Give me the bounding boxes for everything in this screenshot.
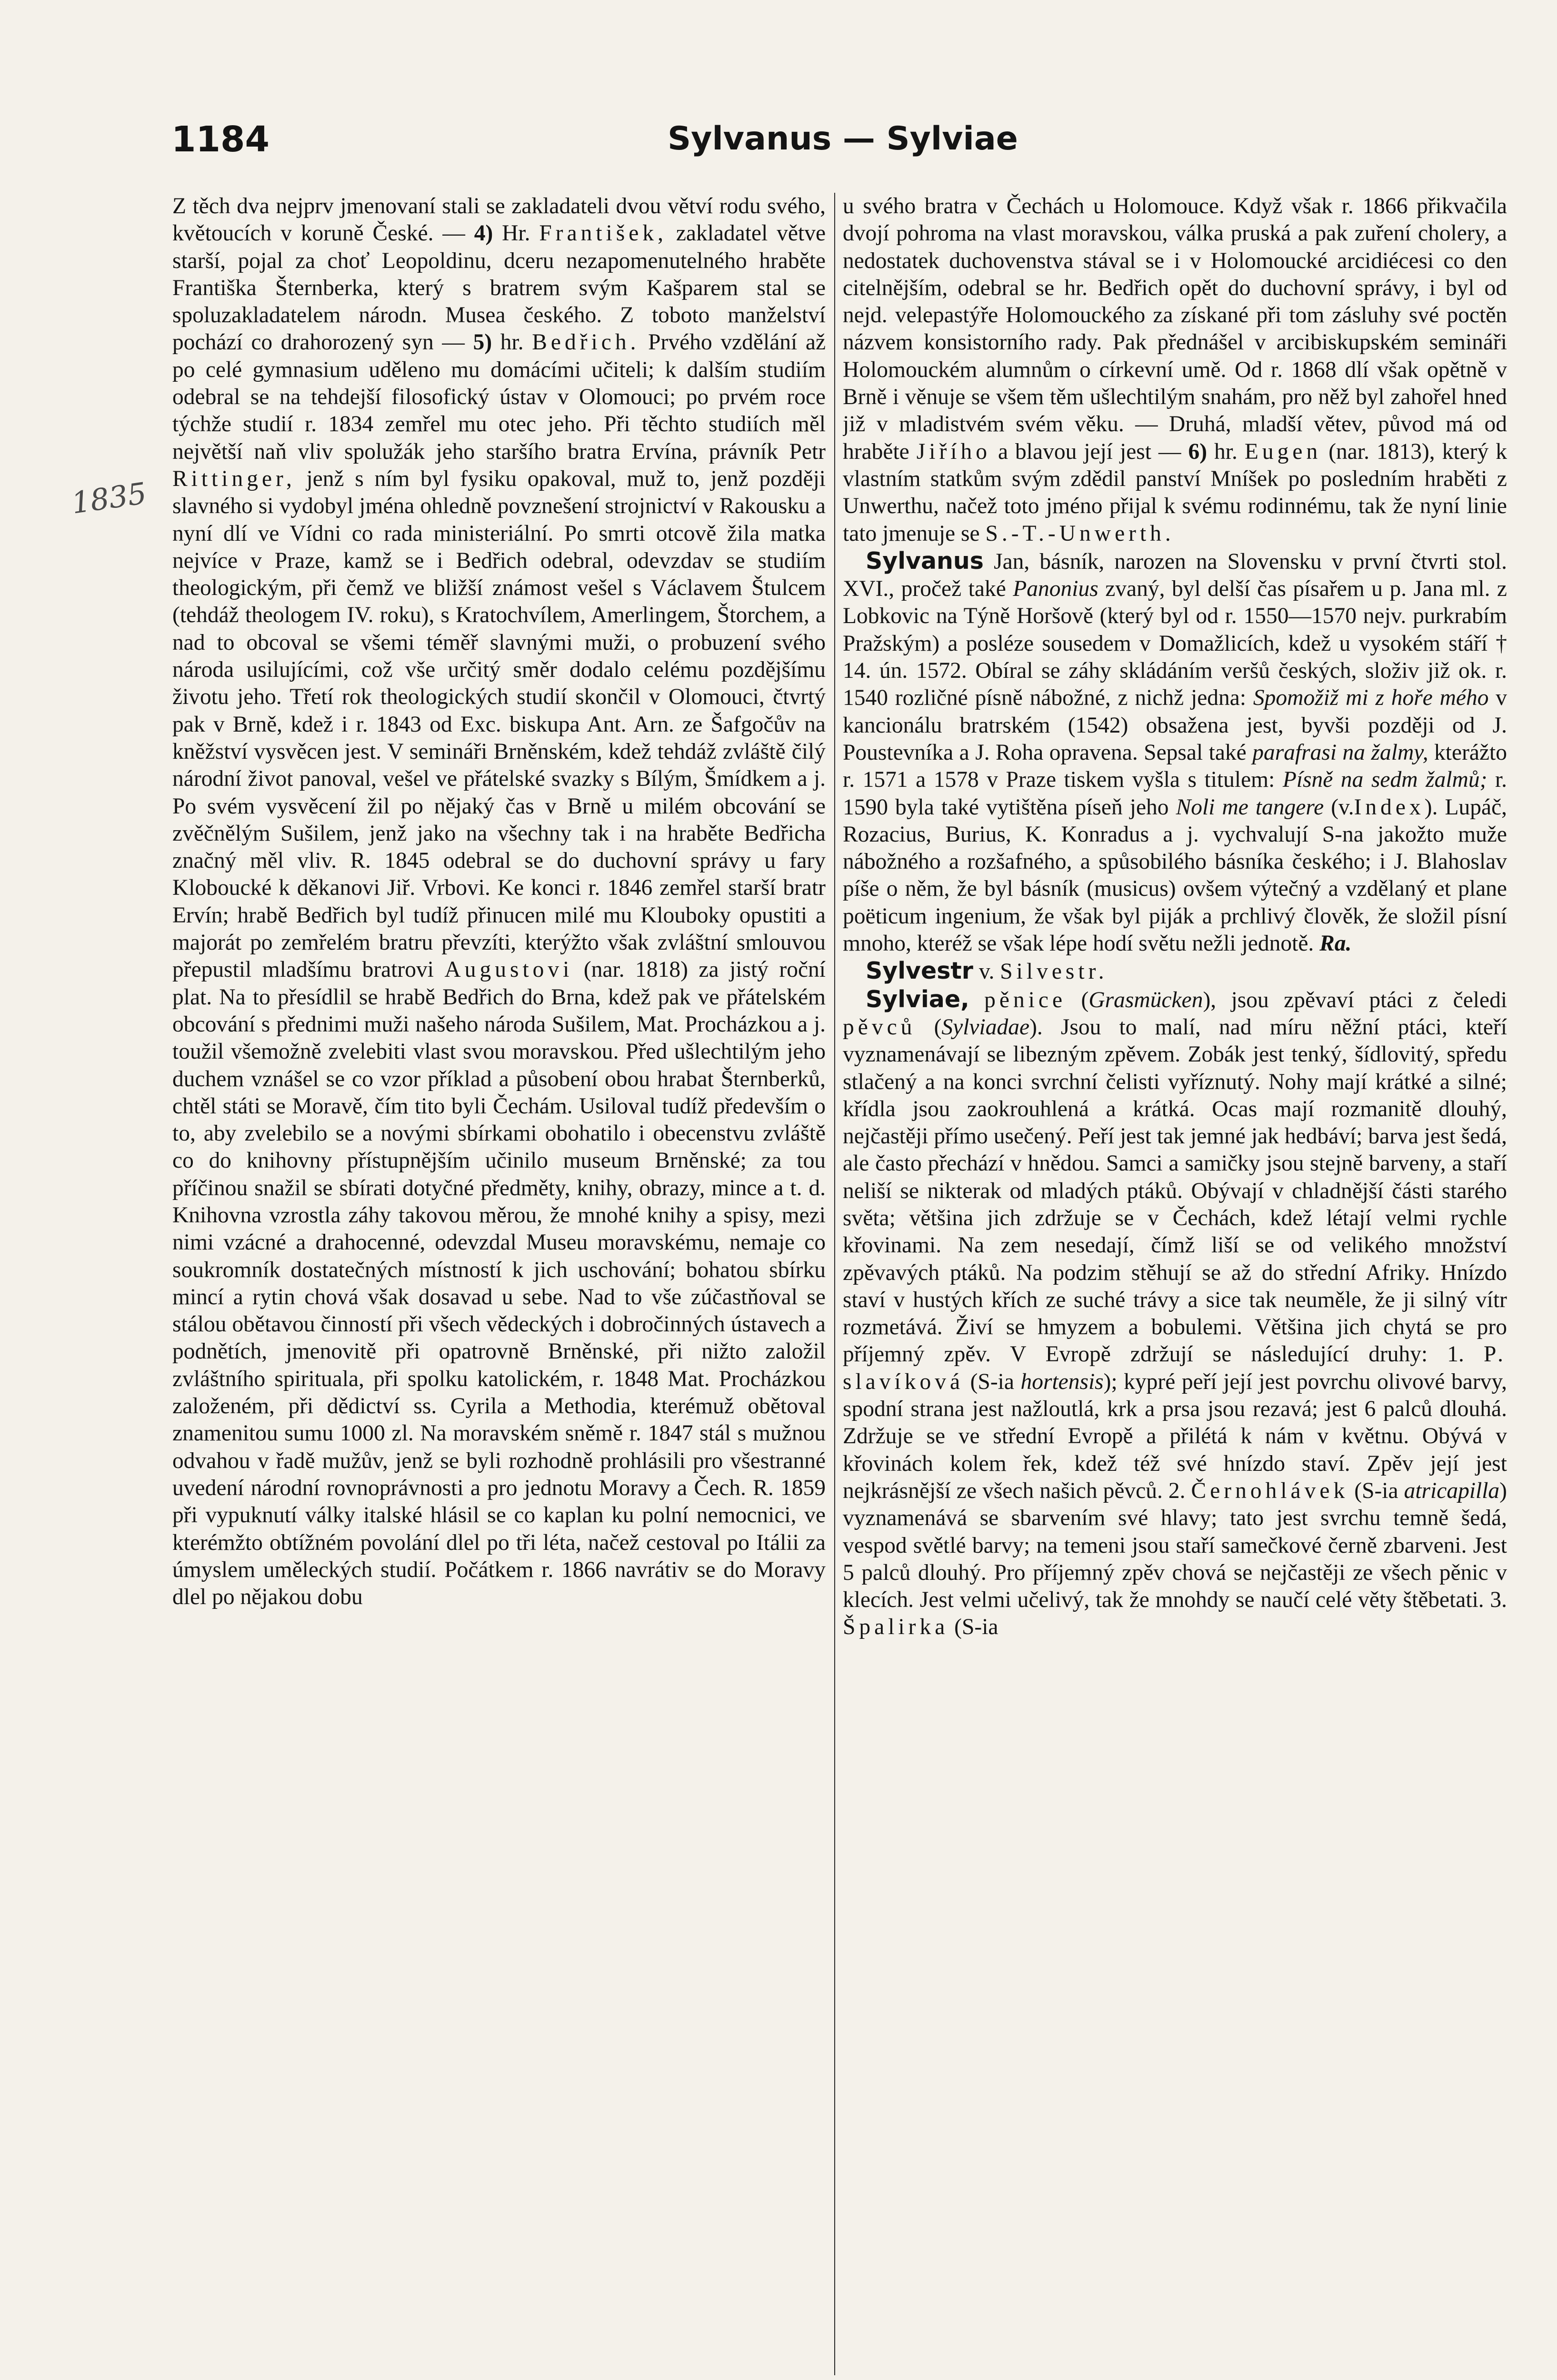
person-eugen: Eugen	[1244, 439, 1322, 464]
person-frantisek: František,	[539, 221, 667, 246]
paragraph-sylva-taroucca-continued: Z těch dva nejprv jmenovaní stali se zakladateli dvou větví rodu svého, květoucích v koruně České. — 4) Hr. František, zakladatel větve starší, pojal za choť Leopoldinu, dceru nezapomenutelného hraběte Františka Šternberka, který s bratrem svým Kašparem stal se spoluzakladatelem národn. Musea českého. Z toboto manželství pochází co drahorozený syn — 5) hr. Bedřich. Prvého vzdělání až po celé gymnasium uděleno mu domácími učiteli; k dalším studiím odebral se na tehdejší filosofický ústav v Olomouci; po prvém roce týchže studií r. 1834 zemřel mu otec jeho. Při těchto studiích měl největší naň vliv spolužák jeho staršího bratra Ervína, právník Petr Rittinger, jenž s ním byl fysiku opakoval, muž to, jenž později slavného si vydobyl jména ohledně povznešení strojnictví v Rakousku a nyní dlí ve Vídni co rada ministeriální. Po smrti otcově žila matka nejvíce v Praze, kamž se i Bedřich odebral, odevzdav se studiím theologickým, při čemž ve bližší známost vešel s Václavem Štulcem (tehdáž theologem IV. roku), s Kratochvílem, Amerlingem, Štorchem, a nad to obcoval se všemi téměř slavnými muži, o probuzení svého národa usilujícími, což vše určitý směr dodalo celému pozdějšímu životu jeho. Třetí rok theologických studií skončil v Olomouci, čtvrtý pak v Brně, kdež i r. 1843 od Exc. biskupa Ant. Arn. ze Šafgočův na kněžství vysvěcen jest. V semináři Brněnském, kdež tehdáž zvláště čilý národní život panoval, vešel ve přátelské svazky s Bílým, Šmídkem a j. Po svém vysvěcení žil po nějaký čas v Brně u milém obcování se zvěčnělým Sušilem, jenž jako na všechny tak i na hraběte Bedřicha značný měl vliv. R. 1845 odebral se do duchovní správy u fary Kloboucké k děkanovi Jiř. Vrbovi. Ke konci r. 1846 zemřel starší bratr Ervín; hrabě Bedřich byl tudíž přinucen milé mu Klouboky opustiti a majorát po zemřelém bratru převzíti, kterýžto však zvláštní smlouvou přepustil mladšímu bratrovi Augustovi (nar. 1818) za jistý roční plat. Na to přesídlil se hrabě Bedřich do Brna, kdež pak ve přátelském obcování s přednimi muži našeho národa Sušilem, Mat. Procházkou a j. toužil všemožně zvelebiti vlast svou moravskou. Před ušlechtilým jeho duchem vznášel se co vzor příklad a působení obou hrabat Šternberků, chtěl státi se Moravě, čím tito byli Čechám. Usiloval tudíž především o to, aby zvelebilo se a novými sbírkami obohatilo i obecenstvu zvláště co do knihovny přístupnějším učinilo museum Brněnské; za tou příčinou snažil se sbírati dotyčné předměty, knihy, obrazy, mince a t. d. Knihovna vzrostla záhy takovou měrou, že mnohé knihy a spisy, mezi nimi vzácné a drahocenné, odevzdal Museu moravskému, nemaje co soukromník dostatečných místností k jich uschování; bohatou sbírku mincí a rytin chová však dosavad u sebe. Nad to vše zúčastňoval se stálou obětavou činností při všech vědeckých i dobročinných ústavech a podnětích, jmenovitě při opatrovně Brněnské, při nižto založil zvláštního spirituala, při spolku katolickém, r. 1848 Mat. Procházkou založeném, při dědictví ss. Cyrila a Methodia, kterémuž obětoval znamenitou sumu 1000 zl. Na moravském sněmě r. 1847 stál s mužnou odvahou v řadě mužův, jenž se byli rozhodně prohlásili pro všestranné uvedení národní rovnoprávnosti a pro jednotu Moravy a Čech. R. 1859 při vypuknutí války italské hlásil se co kaplan ku polní nemocnici, ve kterémžto obtížném povolání dlel po tři léta, načež cestoval po Itálii za úmyslem uměleckých studií. Počátkem r. 1866 navrátiv se do Moravy dlel po nějakou dobu	[172, 194, 826, 1610]
entry-headword: Sylviae,	[866, 985, 969, 1013]
person-rittinger: Rittinger,	[172, 466, 296, 491]
left-column	[172, 193, 826, 2375]
handwritten-margin-note: 1835	[69, 476, 149, 521]
right-column	[843, 193, 1507, 2375]
cross-reference: Index	[1354, 794, 1425, 820]
author-signature: Ra.	[1319, 931, 1352, 956]
entry-sylvanus: Sylvanus Jan, básník, narozen na Slovensku v první čtvrti stol. XVI., pročež také Panonius zvaný, byl delší čas písařem u p. Jana ml. z Lobkovic na Týně Horšově (který byl od r. 1550—1570 nejv. purkrabím Pražským) a posléze sousedem v Domažlicích, kdež u vysokém stáří † 14. ún. 1572. Obíral se záhy skládáním veršů českých, složiv již ok. r. 1540 rozličné písně nábožné, z nichž jedna: Spomožiž mi z hoře mého v kancionálu bratrském (1542) obsažena jest, byvši později od J. Poustevníka a J. Roha opravena. Sepsal také parafrasi na žalmy, kterážto r. 1571 a 1578 v Praze tiskem vyšla s titulem: Písně na sedm žalmů; r. 1590 byla také vytištěna píseň jeho Noli me tangere (v.Index). Lupáč, Rozacius, Burius, K. Konradus a j. vychvalují S-na jakožto muže nábožného a rozšafného, a spůsobilého básníka českého; i J. Blahoslav píše o něm, že byl básník (musicus) ovšem výtečný a vzdělaný et plane poëticum ingenium, že však byl piják a prchlivý člověk, že složil písní mnoho, kteréž se však lépe hodí světu nežli jednotě. Ra.	[843, 547, 1507, 956]
entry-sylviae: Sylviae, pěnice (Grasmücken), jsou zpěvaví ptáci z čeledi pěvců (Sylviadae). Jsou to malí, nad míru něžní ptáci, kteří vyznamenávají se libezným zpěvem. Zobák jest tenký, šídlovitý, spředu stlačený a na konci svrchní čelisti vyříznutý. Nohy mají krátké a silné; křídla jsou zaokrouhlená a krátká. Ocas mají rozmanitě dlouhý, nejčastěji přímo usečený. Peří jest tak jemné jak hedbáví; barva jest šedá, ale často přechází v hnědou. Samci a samičky jsou stejně barveny, a staří neliší se nikterak od mladých ptáků. Obývají v chladnější části starého světa; většina jich zdržuje se v Čechách, kdež létají velmi rychle křovinami. Na zem nesedají, čímž liší se od velikého množství zpěvavých ptáků. Na podzim stěhují se až do střední Afriky. Hnízdo staví v hustých křích ze suché trávy a sice tak neuměle, že ji silný vítr rozmetává. Živí se hmyzem a bobulemi. Většina jich chytá se pro příjemný zpěv. V Evropě zdržují se následující druhy: 1. P. slavíková (S-ia hortensis); kypré peří její jest povrchu olivové barvy, spodní strana jest nažloutlá, krk a prsa jsou rezavá; jest 6 palců dlouhá. Zdržuje se ve střední Evropě a přilétá k nám v květnu. Obývá v křovinách kolem řek, kdež též své hnízdo staví. Zpěv její jest nejkrásnější ze všech našich pěvců. 2. Černohlávek (S-ia atricapilla) vyznamenává se sbarvením své hlavy; tato jest svrchu temně šedá, vespod světlé barvy; na temeni jsou staří samečkové černě zbarveni. Jest 5 palců dlouhý. Pro příjemný zpěv chová se nejčastěji ze všech pěnic v klecích. Jest velmi učelivý, tak že mnohdy se naučí celé věty štěbetati. 3. Špalirka (S-ia	[843, 985, 1507, 1640]
family-unwerth: S.-T.-Unwerth.	[985, 521, 1175, 546]
paragraph-bedrich-continued: u svého bratra v Čechách u Holomouce. Když však r. 1866 přikvačila dvojí pohroma na vlast moravskou, válka pruská a pak zuření cholery, a nedostatek duchovenstva stával se i v Holomoucké arcidiécesi co den citelnějším, odebral se hr. Bedřich opět do duchovní správy, i byl od nejd. velepastýře Holomouckého za získané při tom zásluhy své poctěn názvem konsistorního rady. Pak přednášel v arcibiskupském semináři Holomouckém alumnům o církevní umě. Od r. 1868 dlí však opětně v Brně i věnuje se všem těm ušlechtilým snahám, pro něž byl zahořel hned již v mladistvém svém věku. — Druhá, mladší větev, původ má od hraběte Jiřího a blavou její jest — 6) hr. Eugen (nar. 1813), který k vlastním statkům svým zdědil panství Mníšek po posledním hraběti z Unwerthu, načež toto jméno přijal k svému rodinnému, tak že nyní linie tato jmenuje se S.-T.-Unwerth.	[843, 194, 1507, 546]
person-jiriho: Jiřího	[916, 439, 991, 464]
cross-reference: Silvestr.	[1000, 959, 1108, 984]
page-header	[171, 119, 1514, 171]
person-augustovi: Augustovi	[444, 957, 573, 982]
entry-sylvestr: Sylvestr v. Silvestr.	[866, 957, 1108, 985]
column-divider	[834, 193, 835, 2375]
entry-headword: Sylvanus	[866, 547, 984, 575]
page-number: 1184	[171, 119, 269, 160]
entry-headword: Sylvestr	[866, 957, 973, 985]
person-bedrich: Bedřich.	[532, 330, 640, 355]
running-head: Sylvanus — Sylviae	[668, 120, 1018, 158]
